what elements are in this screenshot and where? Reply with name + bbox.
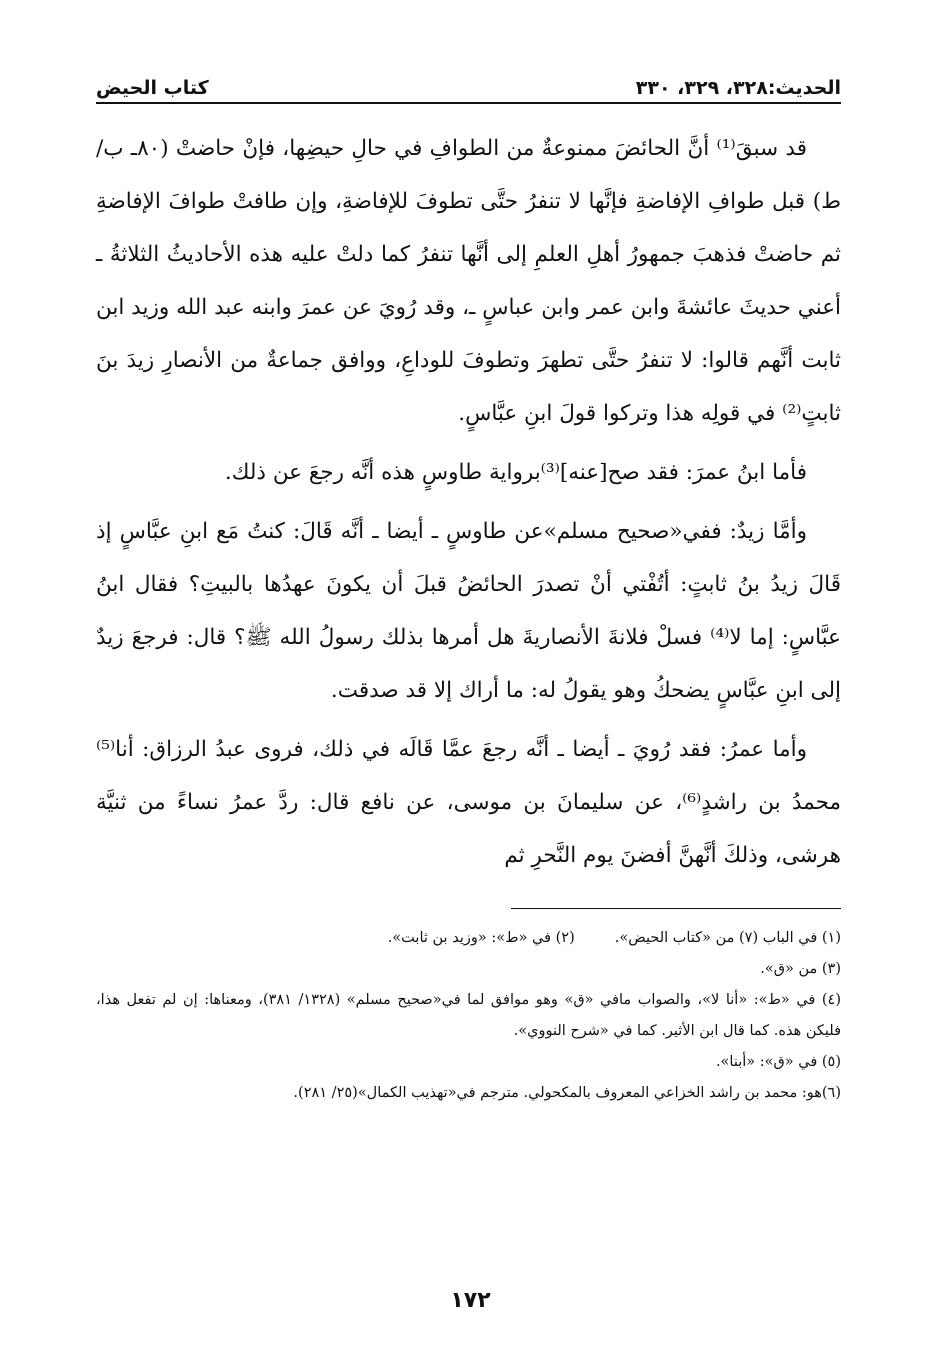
header-book-title: كتاب الحيض [96, 77, 209, 99]
paragraph: وأمَّا زيدٌ: ففي«صحيح مسلم»عن طاوسٍ ـ أيضا ـ أنَّه قَالَ: كنتُ مَع ابنِ عبَّاسٍ إذ قَالَ زيدُ بنُ ثابتٍ: أتُفْتي أنْ تصدرَ الحائضُ قبلَ أن يكونَ عهدُها بالبيتِ؟ فقال ابنُ عبَّاسٍ: إما لا⁽⁴⁾ فسلْ فلانةَ الأنصاريةَ هل أمرها بذلك رسولُ الله ﷺ؟ قال: فرجعَ زيدٌ إلى ابنِ عبَّاسٍ يضحكُ وهو يقولُ له: ما أراك إلا قد صدقت. [96, 519, 842, 703]
main-text [96, 122, 841, 882]
footnote-6: (٦)هو: محمد بن راشد الخزاعي المعروف بالمكحولي. مترجم في«تهذيب الكمال»(٢٥/ ٢٨١). [293, 1085, 841, 1101]
paragraph: قد سبقَ⁽¹⁾ أنَّ الحائضَ ممنوعةٌ من الطوافِ في حالِ حيضِها، فإنْ حاضتْ (٨٠ـ ب/ ط) قبل طوافِ الإفاضةِ فإنَّها لا تنفرُ حتَّى تطوفَ للإفاضةِ، وإن طافتْ طوافَ الإفاضةِ ثم حاضتْ فذهبَ جمهورُ أهلِ العلمِ إلى أنَّها تنفرُ كما دلتْ عليه هذه الأحاديثُ الثلاثةُ ـ أعني حديثَ عائشةَ وابن عمر وابن عباسٍ ـ، وقد رُويَ عن عمرَ وابنه عبد الله وزيد ابن ثابت أنَّهم قالوا: لا تنفرُ حتَّى تطهرَ وتطوفَ للوداعِ، ووافق جماعةٌ من الأنصارِ زيدَ بنَ ثابتٍ⁽²⁾ في قولِه هذا وتركوا قولَ ابنِ عبَّاسٍ. [96, 136, 841, 426]
document-page [96, 62, 841, 1109]
footnote-5: (٥) في «ق»: «أبنا». [715, 1054, 841, 1070]
footnote-separator [511, 908, 841, 909]
footnote-row [96, 923, 841, 954]
footnote-1: (١) في الباب (٧) من «كتاب الحيض». [614, 930, 841, 946]
paragraph: وأما عمرُ: فقد رُويَ ـ أيضا ـ أنَّه رجعَ عمَّا قَالَه في ذلك، فروى عبدُ الرزاق: أنا⁽⁵⁾ محمدُ بن راشدٍ⁽⁶⁾، عن سليمانَ بن موسى، عن نافع قال: ردَّ عمرُ نساءً من ثنيَّة هرشى، وذلكَ أنَّهنَّ أفضنَ يوم النَّحرِ ثم [96, 737, 842, 868]
footnote-4: (٤) في «ط»: «أنا لا»، والصواب مافي «ق» وهو موافق لما في«صحيح مسلم» (١٣٢٨/ ٣٨١)، ومعناها: إن لم تفعل هذا، فليكن هذه. كما قال ابن الأثير. كما في «شرح النووي». [96, 992, 841, 1039]
page-number: ١٧٢ [450, 1288, 491, 1313]
header-hadith-numbers: الحديث:٣٢٨، ٣٢٩، ٣٣٠ [635, 77, 841, 99]
footnotes [96, 923, 841, 1109]
footnote-2: (٢) في «ط»: «وزيد بن ثابت». [387, 930, 575, 946]
paragraph: فأما ابنُ عمرَ: فقد صح[عنه]⁽³⁾برواية طاوسٍ هذه أنَّه رجعَ عن ذلك. [224, 460, 807, 485]
running-header [96, 62, 841, 104]
footnote-3: (٣) من «ق». [760, 961, 841, 977]
